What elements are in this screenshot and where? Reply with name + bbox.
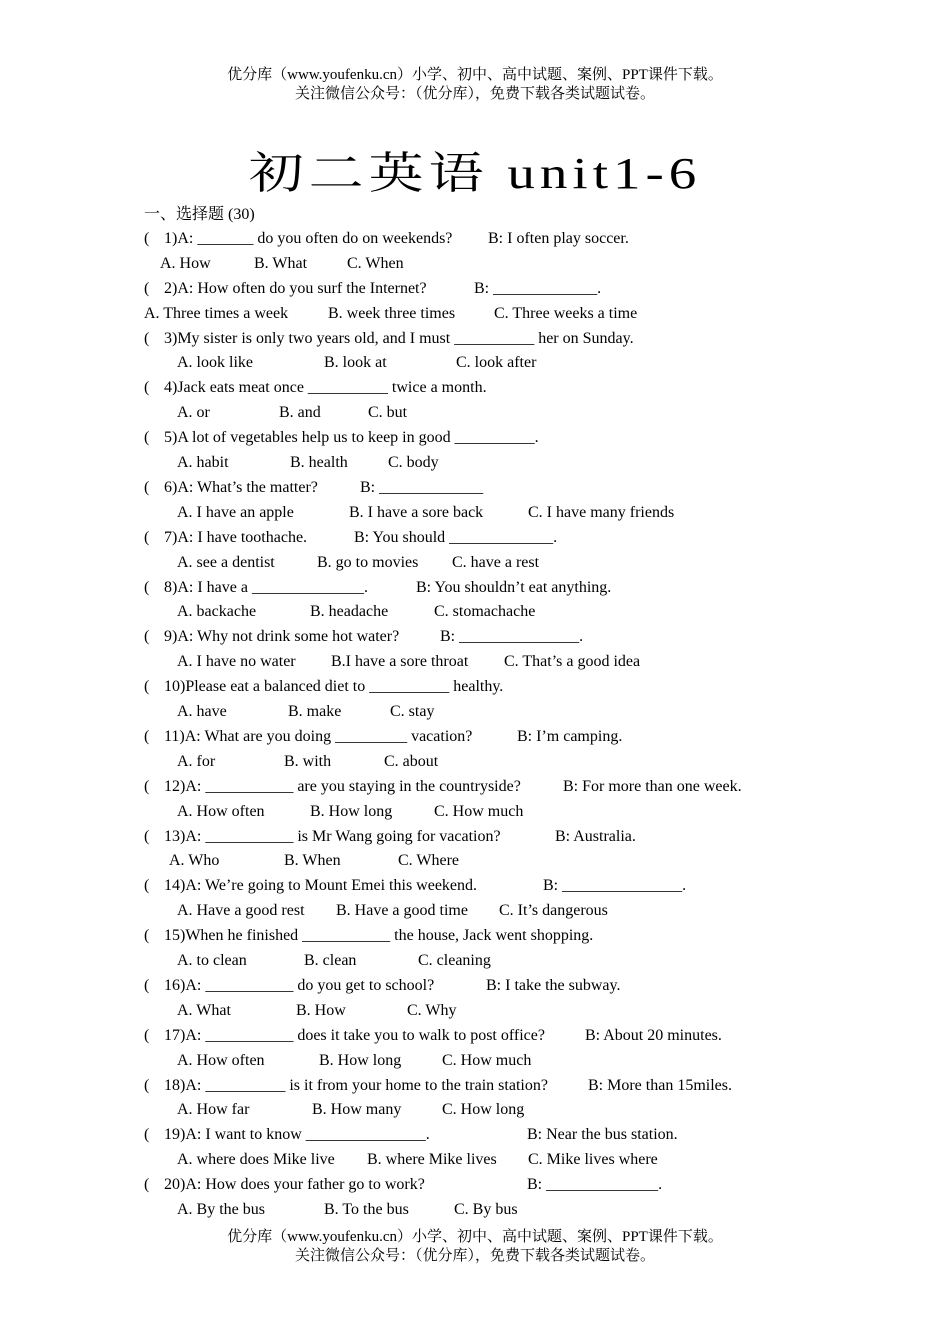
option-a[interactable]: A. Have a good rest (177, 902, 305, 920)
question-number: 15 (164, 927, 180, 945)
option-b[interactable]: B. How long (310, 802, 393, 820)
option-c[interactable]: C. have a rest (452, 553, 540, 571)
options-line (144, 401, 914, 426)
answer-blank: ( (144, 429, 150, 447)
question-text: A: We’re going to Mount Emei this weekend. (185, 877, 478, 895)
question-text: A: I want to know _______________. (185, 1126, 430, 1144)
question-item (144, 1173, 914, 1223)
question-response: B: I’m camping. (517, 727, 623, 745)
option-c[interactable]: C. Three weeks a time (494, 304, 638, 322)
question-number: 1 (164, 230, 172, 247)
options-line (144, 252, 914, 277)
options-line (144, 1098, 914, 1123)
option-a[interactable]: A. where does Mike live (177, 1151, 335, 1169)
question-line: ( 15)When he finished ___________ the house, Jack went shopping. (144, 924, 914, 949)
options-line (144, 351, 914, 376)
question-number: 5 (164, 429, 172, 447)
option-a[interactable]: A. for (177, 752, 216, 770)
options-line (144, 551, 914, 576)
option-c[interactable]: C. body (388, 454, 439, 472)
question-item (144, 1074, 914, 1124)
question-line: ( 17)A: ___________ does it take you to walk to post office? B: About 20 minutes. (144, 1024, 914, 1049)
answer-blank: ( (144, 827, 150, 845)
question-item (144, 675, 914, 725)
option-a[interactable]: A. to clean (177, 952, 247, 970)
option-c[interactable]: C. How long (442, 1101, 525, 1119)
question-text: A: I have toothache. (177, 528, 308, 546)
question-item (144, 376, 914, 426)
option-b[interactable]: B. How long (319, 1051, 402, 1069)
question-text: When he finished ___________ the house, Jack went shopping. (185, 927, 594, 945)
question-text: A: __________ is it from your home to the train station? (185, 1076, 548, 1094)
option-b[interactable]: B. Have a good time (336, 902, 468, 920)
options-line (144, 1049, 914, 1074)
footer-line-1: 优分库（www.youfenku.cn）小学、初中、高中试题、案例、PPT课件下载。 (227, 1229, 723, 1245)
question-text: A: ___________ does it take you to walk to post office? (185, 1026, 545, 1044)
question-response: B: For more than one week. (563, 777, 742, 795)
question-response: B: Near the bus station. (527, 1126, 678, 1144)
question-item (144, 775, 914, 825)
option-c[interactable]: C. By bus (454, 1201, 518, 1219)
option-c[interactable]: C. I have many friends (528, 503, 675, 521)
answer-blank: ( (144, 379, 150, 397)
question-text: A: How does your father go to work? (185, 1176, 425, 1194)
option-c[interactable]: C. That’s a good idea (504, 653, 641, 671)
answer-blank: ( (144, 528, 150, 546)
option-b[interactable]: B. What (254, 254, 308, 272)
option-c[interactable]: C. cleaning (418, 952, 491, 970)
answer-blank: ( (144, 777, 150, 795)
question-text: A: What’s the matter? (177, 478, 318, 496)
options-line (144, 451, 914, 476)
answer-blank: ( (144, 678, 150, 696)
question-response: B: I often play soccer. (488, 230, 629, 247)
question-number: 16 (164, 976, 180, 994)
question-number: 18 (164, 1076, 180, 1094)
option-b[interactable]: B. where Mike lives (367, 1151, 497, 1169)
option-c[interactable]: C. How much (442, 1051, 532, 1069)
question-text: A: ___________ do you get to school? (185, 976, 435, 994)
option-c[interactable]: C. stomachache (434, 603, 536, 621)
question-text: A: What are you doing _________ vacation? (184, 727, 473, 745)
option-c[interactable]: C. stay (390, 703, 435, 721)
option-c[interactable]: C. Mike lives where (528, 1151, 658, 1169)
option-a[interactable]: A. look like (177, 354, 253, 372)
answer-blank: ( (144, 727, 150, 745)
option-c[interactable]: C. Why (407, 1001, 457, 1019)
answer-blank: ( (144, 230, 150, 247)
question-number: 4 (164, 379, 172, 397)
question-line: ( 11)A: What are you doing _________ vacation? B: I’m camping. (144, 725, 914, 750)
question-number: 10 (164, 678, 180, 696)
question-response: B: You shouldn’t eat anything. (416, 578, 612, 596)
answer-blank: ( (144, 877, 150, 895)
option-a[interactable]: A. How (160, 254, 211, 272)
option-a[interactable]: A. habit (177, 454, 229, 472)
option-c[interactable]: C. about (384, 752, 439, 770)
options-line (144, 302, 914, 327)
option-c[interactable]: C. Where (398, 852, 460, 870)
option-b[interactable]: B. I have a sore back (349, 503, 484, 521)
question-item (144, 1024, 914, 1074)
option-a[interactable]: A. How often (177, 802, 265, 820)
option-a[interactable]: A. By the bus (177, 1201, 265, 1219)
question-response: B: _______________. (543, 877, 687, 895)
question-line: ( 19)A: I want to know _______________. B: Near the bus station. (144, 1123, 914, 1148)
options-line (144, 650, 914, 675)
question-number: 14 (164, 877, 180, 895)
question-text: A: ___________ is Mr Wang going for vacation? (185, 827, 501, 845)
option-b[interactable]: B. How many (312, 1101, 402, 1119)
question-line: ( 9)A: Why not drink some hot water? B: _______________. (144, 625, 914, 650)
option-a[interactable]: A. see a dentist (177, 553, 275, 571)
option-c[interactable]: C. When (347, 254, 404, 272)
option-a[interactable]: A. or (177, 404, 210, 422)
question-text: My sister is only two years old, and I must __________ her on Sunday. (177, 329, 634, 347)
option-a[interactable]: A. have (177, 703, 227, 721)
option-b[interactable]: B. To the bus (324, 1201, 409, 1219)
option-c[interactable]: C. look after (456, 354, 537, 372)
question-item (144, 974, 914, 1024)
answer-blank: ( (144, 478, 150, 496)
options-line (144, 849, 914, 874)
options-line (144, 1198, 914, 1223)
answer-blank: ( (144, 1076, 150, 1094)
question-response: B: ______________. (527, 1176, 663, 1194)
section-title: 一、选择题 (30) (144, 206, 255, 223)
question-item (144, 227, 914, 277)
question-line: ( 1)A: _______ do you often do on weekends? B: I often play soccer. (144, 227, 914, 252)
answer-blank: ( (144, 976, 150, 994)
option-a[interactable]: A. I have an apple (177, 503, 294, 521)
page-header (0, 66, 950, 104)
answer-blank: ( (144, 1126, 150, 1144)
option-a[interactable]: A. How often (177, 1051, 265, 1069)
question-item (144, 924, 914, 974)
question-item (144, 426, 914, 476)
question-response: B: More than 15miles. (588, 1076, 732, 1094)
answer-blank: ( (144, 927, 150, 945)
option-a[interactable]: A. backache (177, 603, 257, 621)
question-text: A: ___________ are you staying in the countryside? (185, 777, 521, 795)
question-response: B: Australia. (555, 827, 636, 845)
question-item (144, 874, 914, 924)
question-line: ( 6)A: What’s the matter? B: _____________ (144, 476, 914, 501)
option-b[interactable]: B. clean (304, 952, 357, 970)
options-line (144, 700, 914, 725)
question-item (144, 327, 914, 377)
footer-line-2: 关注微信公众号：（优分库），免费下载各类试题试卷。 (294, 1248, 655, 1264)
question-response: B: You should _____________. (354, 528, 558, 546)
question-line: ( 5)A lot of vegetables help us to keep in good __________. (144, 426, 914, 451)
question-item (144, 476, 914, 526)
question-text: Jack eats meat once __________ twice a month. (177, 379, 487, 397)
question-number: 3 (164, 329, 172, 347)
question-line: ( 3)My sister is only two years old, and I must __________ her on Sunday. (144, 327, 914, 352)
question-number: 17 (164, 1026, 180, 1044)
question-item (144, 625, 914, 675)
question-line: ( 8)A: I have a ______________. B: You shouldn’t eat anything. (144, 576, 914, 601)
option-b[interactable]: B. How (296, 1001, 346, 1019)
question-number: 12 (164, 777, 180, 795)
question-number: 6 (164, 478, 172, 496)
header-line-2: 关注微信公众号：（优分库），免费下载各类试题试卷。 (294, 86, 655, 102)
options-line (144, 999, 914, 1024)
option-a[interactable]: A. How far (177, 1101, 250, 1119)
question-line: ( 18)A: __________ is it from your home to the train station? B: More than 15miles. (144, 1074, 914, 1099)
header-line-1: 优分库（www.youfenku.cn）小学、初中、高中试题、案例、PPT课件下载。 (227, 67, 723, 83)
answer-blank: ( (144, 1176, 150, 1194)
answer-blank: ( (144, 628, 150, 646)
options-line (144, 600, 914, 625)
option-b[interactable]: B. look at (324, 354, 387, 372)
document-title: 初二英语 unit1-6 (248, 149, 702, 198)
question-line: ( 7)A: I have toothache. B: You should _____________. (144, 526, 914, 551)
option-b[interactable]: B. with (284, 752, 332, 770)
question-line: ( 12)A: ___________ are you staying in the countryside? B: For more than one week. (144, 775, 914, 800)
question-response: B: _____________ (360, 478, 484, 496)
options-line (144, 501, 914, 526)
question-number: 20 (164, 1176, 180, 1194)
question-item (144, 725, 914, 775)
question-list (144, 227, 914, 1223)
page-footer (0, 1228, 950, 1266)
question-text: A: I have a ______________. (177, 578, 368, 596)
question-item (144, 576, 914, 626)
question-number: 9 (164, 628, 172, 646)
question-response: B: _______________. (440, 628, 584, 646)
question-text: A: _______ do you often do on weekends? (177, 230, 453, 247)
option-b[interactable]: B. make (288, 703, 342, 721)
question-item (144, 526, 914, 576)
question-number: 13 (164, 827, 180, 845)
option-b[interactable]: B. and (279, 404, 321, 422)
question-text: Please eat a balanced diet to __________ healthy. (185, 678, 504, 696)
options-line (144, 949, 914, 974)
option-a[interactable]: A. I have no water (177, 653, 296, 671)
option-c[interactable]: C. How much (434, 802, 524, 820)
options-line (144, 899, 914, 924)
question-response: B: About 20 minutes. (585, 1026, 722, 1044)
question-number: 2 (164, 279, 172, 297)
options-line (144, 750, 914, 775)
answer-blank: ( (144, 578, 150, 596)
option-b[interactable]: B. go to movies (317, 553, 419, 571)
question-number: 8 (164, 578, 172, 596)
question-item (144, 825, 914, 875)
option-a[interactable]: A. Three times a week (144, 304, 289, 322)
option-b[interactable]: B.I have a sore throat (331, 653, 469, 671)
question-line: ( 2)A: How often do you surf the Internet? B: _____________. (144, 277, 914, 302)
answer-blank: ( (144, 1026, 150, 1044)
answer-blank: ( (144, 279, 150, 297)
question-text: A: How often do you surf the Internet? (177, 279, 427, 297)
answer-blank: ( (144, 329, 150, 347)
question-number: 19 (164, 1126, 180, 1144)
question-text: A lot of vegetables help us to keep in good __________. (177, 429, 539, 447)
question-text: A: Why not drink some hot water? (177, 628, 400, 646)
option-b[interactable]: B. health (290, 454, 348, 472)
question-item (144, 277, 914, 327)
option-c[interactable]: C. It’s dangerous (499, 902, 608, 920)
option-b[interactable]: B. headache (310, 603, 389, 621)
question-line: ( 14)A: We’re going to Mount Emei this weekend. B: _______________. (144, 874, 914, 899)
question-line: ( 20)A: How does your father go to work? B: ______________. (144, 1173, 914, 1198)
options-line (144, 1148, 914, 1173)
question-response: B: I take the subway. (486, 976, 621, 994)
option-a[interactable]: A. What (177, 1001, 231, 1019)
question-item (144, 1123, 914, 1173)
question-response: B: _____________. (474, 279, 602, 297)
question-line: ( 16)A: ___________ do you get to school? B: I take the subway. (144, 974, 914, 999)
question-number: 7 (164, 528, 172, 546)
question-line: ( 13)A: ___________ is Mr Wang going for vacation? B: Australia. (144, 825, 914, 850)
options-line (144, 800, 914, 825)
question-number: 11 (164, 727, 180, 745)
option-c[interactable]: C. but (368, 404, 408, 422)
option-b[interactable]: B. When (284, 852, 341, 870)
question-line: ( 10)Please eat a balanced diet to __________ healthy. (144, 675, 914, 700)
option-a[interactable]: A. Who (169, 852, 220, 870)
question-line: ( 4)Jack eats meat once __________ twice a month. (144, 376, 914, 401)
option-b[interactable]: B. week three times (328, 304, 456, 322)
